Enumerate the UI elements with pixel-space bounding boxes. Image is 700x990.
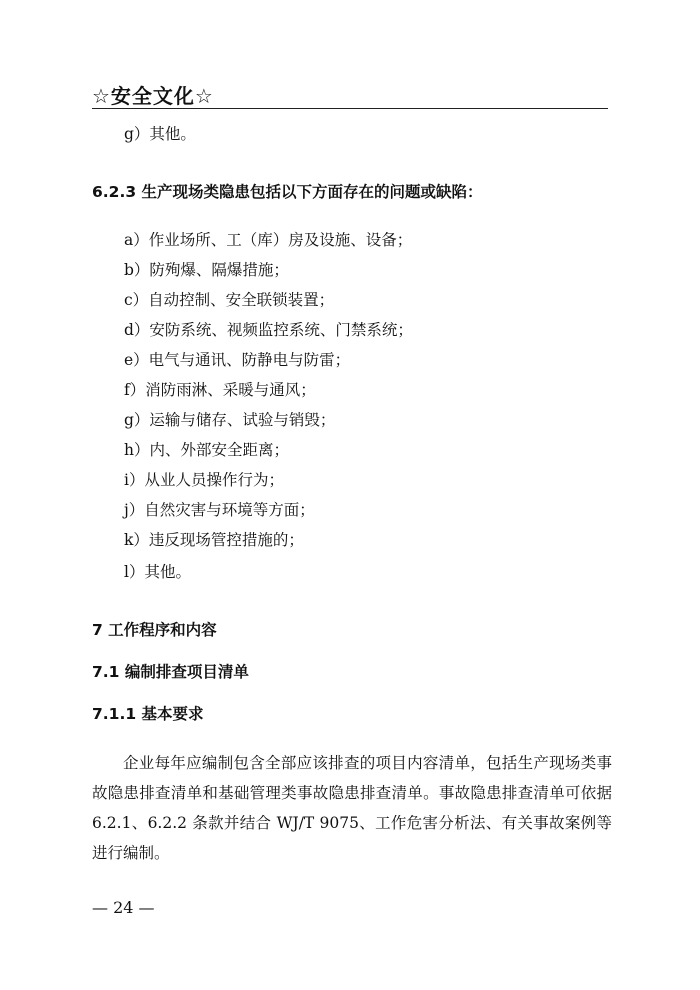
page-number: — 24 — [92,898,155,917]
list-item: g）运输与储存、试验与销毁； [124,411,336,429]
section-heading-7: 7 工作程序和内容 [92,621,217,639]
list-item: e）电气与通讯、防静电与防雷； [124,351,351,369]
section-heading-6-2-3: 6.2.3 生产现场类隐患包括以下方面存在的问题或缺陷： [92,183,483,201]
list-item: d）安防系统、视频监控系统、门禁系统； [124,321,413,339]
section-heading-7-1: 7.1 编制排查项目清单 [92,663,249,681]
list-item: b）防殉爆、隔爆措施； [124,261,289,279]
basic-requirements-paragraph: 企业每年应编制包含全部应该排查的项目内容清单，包括生产现场类事故隐患排查清单和基础管理类事故隐患排查清单。事故隐患排查清单可依据 6.2.1、6.2.2 条款并结合 WJ/T 9075、工作危害分析法、有关事故案例等进行编制。 [92,754,612,862]
list-item: i）从业人员操作行为； [124,471,284,489]
section-heading-7-1-1: 7.1.1 基本要求 [92,705,204,723]
header-title: ☆安全文化☆ [92,84,214,108]
page-header [92,78,608,109]
list-item: j）自然灾害与环境等方面； [124,501,315,519]
list-item: l）其他。 [124,563,191,581]
list-item: h）内、外部安全距离； [124,441,289,459]
list-item: a）作业场所、工（库）房及设施、设备； [124,231,413,249]
list-item-g-other: g）其他。 [124,125,196,143]
list-item: k）违反现场管控措施的； [124,531,304,549]
list-item: c）自动控制、安全联锁装置； [124,291,335,309]
list-item: f）消防雨淋、采暖与通风； [124,381,316,399]
